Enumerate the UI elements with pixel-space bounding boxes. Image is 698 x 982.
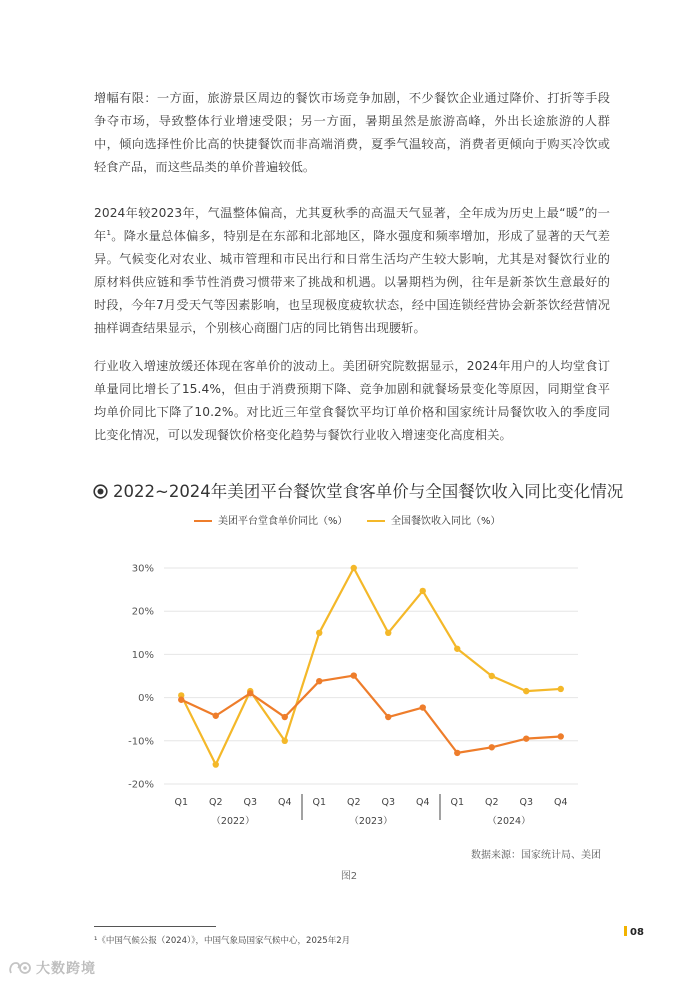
chart-title — [93, 478, 633, 503]
x-tick-label: Q1 — [174, 797, 189, 808]
watermark — [8, 958, 96, 980]
data-point-1 — [420, 588, 426, 594]
data-point-1 — [282, 738, 288, 744]
data-point-0 — [282, 714, 288, 720]
series-line-1 — [181, 568, 561, 765]
y-tick-label: 20% — [131, 606, 154, 618]
x-tick-label: Q2 — [208, 797, 223, 808]
x-tick-label: Q2 — [346, 797, 361, 808]
y-tick-label: 30% — [131, 563, 154, 575]
x-tick-label: Q2 — [484, 797, 499, 808]
page-number — [624, 926, 644, 938]
paragraph-1 — [94, 87, 610, 179]
y-tick-label: 0% — [138, 693, 154, 705]
data-point-1 — [213, 761, 219, 767]
group-label: （2023） — [349, 816, 393, 827]
data-point-0 — [247, 690, 253, 696]
x-tick-label: Q3 — [243, 797, 258, 808]
legend-label-national: 全国餐饮收入同比（%） — [391, 516, 501, 527]
data-point-0 — [558, 733, 564, 739]
legend-label-meituan: 美团平台堂食单价同比（%） — [218, 516, 348, 527]
y-tick-label: -10% — [128, 736, 154, 748]
paragraph-3-text: 行业收入增速放缓还体现在客单价的波动上。美团研究院数据显示，2024年用户的人均堂食订单量同比增长了15.4%，但由于消费预期下降、竞争加剧和就餐场景变化等原因，同期堂食平均单价同比下降了10.2%。对比近三年堂食餐饮平均订单价格和国家统计局餐饮收入的季度同比变化情况，可以发现餐饮价格变化趋势与餐饮行业收入增速变化高度相关。 — [94, 359, 610, 442]
data-point-1 — [523, 688, 529, 694]
paragraph-3 — [94, 355, 610, 447]
x-tick-label: Q4 — [277, 797, 292, 808]
data-point-0 — [523, 735, 529, 741]
footnote-marker: ¹ — [94, 936, 98, 946]
y-tick-label: -20% — [128, 779, 154, 791]
paragraph-2-text — [94, 202, 610, 340]
paragraph-2 — [94, 202, 610, 340]
legend-item-meituan — [194, 512, 348, 527]
data-point-0 — [454, 750, 460, 756]
x-tick-label: Q4 — [415, 797, 430, 808]
data-point-1 — [454, 646, 460, 652]
x-tick-label: Q4 — [553, 797, 568, 808]
radio-target-icon — [93, 484, 108, 503]
page-number-accent — [624, 926, 627, 936]
data-point-0 — [420, 704, 426, 710]
footnote-divider — [94, 926, 216, 927]
footnote-text: 《中国气候公报（2024）》，中国气象局国家气候中心，2025年2月 — [97, 936, 351, 946]
paragraph-2-part-a: 2024年较2023年，气温整体偏高，尤其夏秋季的高温天气显著，全年成为历史上最“暖”的一年 — [94, 206, 610, 243]
footnote — [94, 934, 350, 946]
watermark-logo-icon — [8, 960, 34, 980]
watermark-text: 大数跨境 — [36, 961, 96, 977]
legend-swatch-meituan — [194, 520, 212, 522]
data-point-1 — [316, 630, 322, 636]
data-point-1 — [351, 565, 357, 571]
data-point-0 — [213, 713, 219, 719]
line-chart — [120, 550, 590, 835]
group-label: （2024） — [487, 816, 531, 827]
x-tick-label: Q3 — [519, 797, 534, 808]
figure-caption: 图2 — [340, 871, 358, 882]
footnote-ref[interactable]: 1 — [106, 228, 112, 237]
data-source: 数据来源：国家统计局、美团 — [471, 850, 601, 861]
data-point-0 — [178, 697, 184, 703]
x-tick-label: Q3 — [381, 797, 396, 808]
paragraph-2-part-b: 。降水量总体偏多，特别是在东部和北部地区，降水强度和频率增加，形成了显著的天气差异。气候变化对农业、城市管理和市民出行和日常生活均产生较大影响，尤其是对餐饮行业的原材料供应链和季节性消费习惯带来了挑战和机遇。以暑期档为例，往年是新茶饮生意最好的时段，今年7月受天气等因素影响，也呈现极度疲软状态，经中国连锁经营协会新茶饮经营情况抽样调查结果显示，个别核心商圈门店的同比销售出现腰斩。 — [94, 229, 611, 335]
data-point-0 — [316, 678, 322, 684]
y-tick-label: 10% — [131, 649, 154, 661]
data-point-0 — [385, 714, 391, 720]
page-number-text: 08 — [630, 927, 644, 938]
data-point-1 — [385, 630, 391, 636]
group-label: （2022） — [211, 816, 255, 827]
x-tick-label: Q1 — [450, 797, 465, 808]
data-point-1 — [489, 673, 495, 679]
x-tick-label: Q1 — [312, 797, 327, 808]
chart-title-text: 2022~2024年美团平台餐饮堂食客单价与全国餐饮收入同比变化情况 — [113, 482, 624, 501]
legend-item-national — [367, 512, 501, 527]
data-point-0 — [351, 672, 357, 678]
legend-swatch-national — [367, 520, 385, 522]
data-point-0 — [489, 744, 495, 750]
paragraph-1-text: 增幅有限：一方面，旅游景区周边的餐饮市场竞争加剧，不少餐饮企业通过降价、打折等手段争夺市场，导致整体行业增速受限；另一方面，暑期虽然是旅游高峰，外出长途旅游的人群中，倾向选择性价比高的快捷餐饮而非高端消费，夏季气温较高，消费者更倾向于购买冷饮或轻食产品，而这些品类的单价普遍较低。 — [94, 91, 610, 174]
data-point-1 — [558, 686, 564, 692]
